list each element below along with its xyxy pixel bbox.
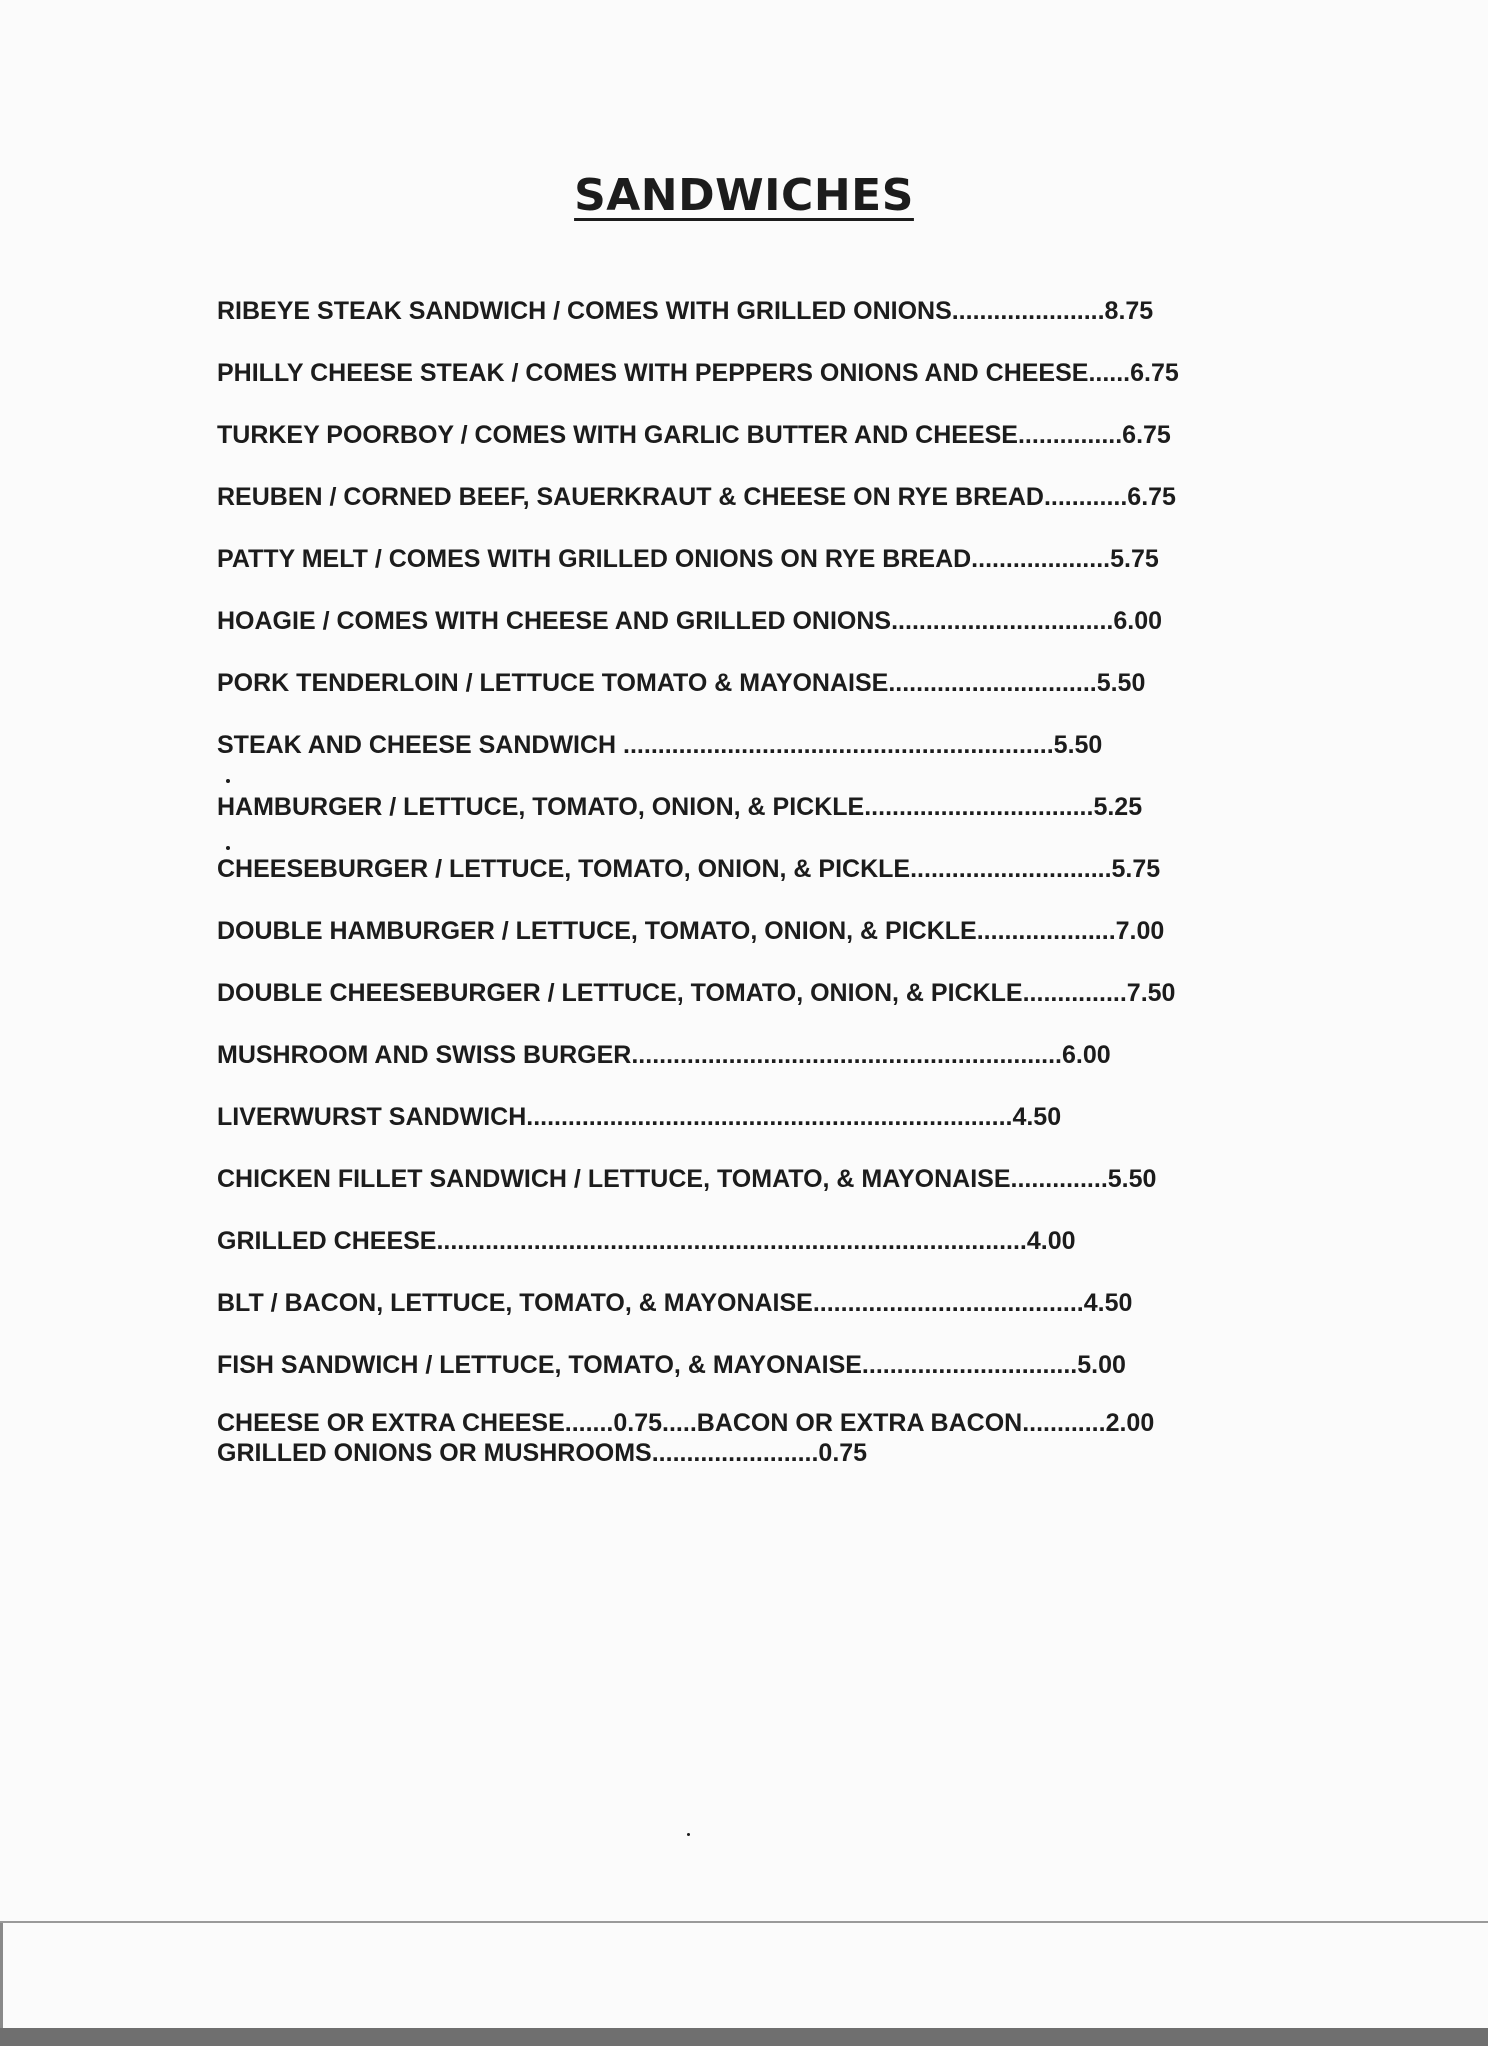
menu-item: GRILLED CHEESE.....................................................................................4.00 bbox=[217, 1227, 1076, 1255]
page-title: SANDWICHES bbox=[574, 170, 914, 221]
sandwich-list bbox=[217, 296, 1267, 1412]
menu-item: HOAGIE / COMES WITH CHEESE AND GRILLED ONIONS................................6.00 bbox=[217, 607, 1163, 635]
scan-edge-line bbox=[0, 1921, 1488, 1923]
menu-item: REUBEN / CORNED BEEF, SAUERKRAUT & CHEESE ON RYE BREAD............6.75 bbox=[217, 483, 1176, 511]
menu-item: STEAK AND CHEESE SANDWICH ..............................................................5.50 bbox=[217, 731, 1103, 759]
extras-line-1: CHEESE OR EXTRA CHEESE.......0.75.....BACON OR EXTRA BACON............2.00 bbox=[217, 1409, 1155, 1437]
menu-item: CHICKEN FILLET SANDWICH / LETTUCE, TOMATO, & MAYONAISE..............5.50 bbox=[217, 1165, 1157, 1193]
menu-item: HAMBURGER / LETTUCE, TOMATO, ONION, & PICKLE.................................5.25 bbox=[217, 793, 1143, 821]
menu-item: DOUBLE CHEESEBURGER / LETTUCE, TOMATO, ONION, & PICKLE...............7.50 bbox=[217, 979, 1176, 1007]
menu-item: RIBEYE STEAK SANDWICH / COMES WITH GRILLED ONIONS......................8.75 bbox=[217, 297, 1154, 325]
menu-item: PHILLY CHEESE STEAK / COMES WITH PEPPERS ONIONS AND CHEESE......6.75 bbox=[217, 359, 1179, 387]
menu-item: PORK TENDERLOIN / LETTUCE TOMATO & MAYONAISE..............................5.50 bbox=[217, 669, 1146, 697]
stray-dot bbox=[226, 846, 230, 850]
menu-item: BLT / BACON, LETTUCE, TOMATO, & MAYONAISE.......................................4.50 bbox=[217, 1289, 1133, 1317]
menu-item: LIVERWURST SANDWICH......................................................................4.50 bbox=[217, 1103, 1062, 1131]
scan-edge-left bbox=[0, 1923, 3, 2028]
menu-item: DOUBLE HAMBURGER / LETTUCE, TOMATO, ONION, & PICKLE....................7.00 bbox=[217, 917, 1165, 945]
menu-item: FISH SANDWICH / LETTUCE, TOMATO, & MAYONAISE...............................5.00 bbox=[217, 1351, 1126, 1379]
menu-item: MUSHROOM AND SWISS BURGER..............................................................6.00 bbox=[217, 1041, 1111, 1069]
extras-line-2: GRILLED ONIONS OR MUSHROOMS........................0.75 bbox=[217, 1439, 868, 1467]
stray-dot bbox=[226, 779, 230, 783]
menu-item: TURKEY POORBOY / COMES WITH GARLIC BUTTER AND CHEESE...............6.75 bbox=[217, 421, 1171, 449]
extras-section bbox=[217, 1408, 1267, 1468]
menu-item: CHEESEBURGER / LETTUCE, TOMATO, ONION, & PICKLE.............................5.75 bbox=[217, 855, 1161, 883]
scan-bottom-strip bbox=[0, 2028, 1488, 2046]
stray-dot bbox=[687, 1833, 690, 1836]
menu-item: PATTY MELT / COMES WITH GRILLED ONIONS ON RYE BREAD....................5.75 bbox=[217, 545, 1159, 573]
